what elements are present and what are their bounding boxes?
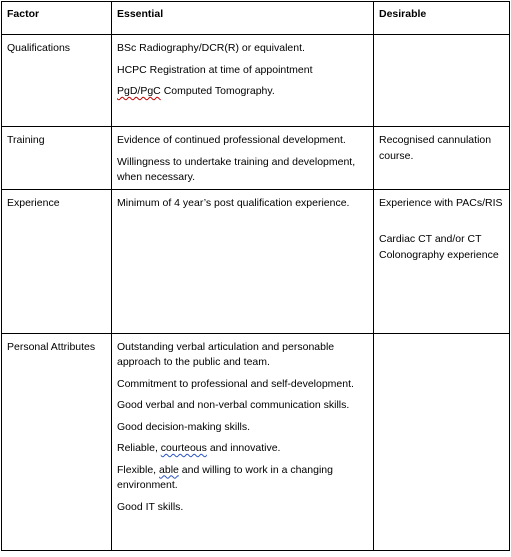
essential-cell	[112, 127, 374, 190]
factor-label: Training	[7, 134, 45, 146]
spellcheck-mark: able	[159, 463, 179, 476]
table-row-training	[2, 127, 510, 190]
factor-cell	[2, 189, 112, 333]
factor-cell	[2, 333, 112, 550]
essential-item: Good IT skills.	[117, 500, 184, 513]
essential-item: Flexible, able and willing to work in a changing environment.	[117, 463, 333, 491]
essential-item: Minimum of 4 year’s post qualification experience.	[117, 196, 350, 209]
spellcheck-mark: PgD/PgC	[117, 85, 161, 97]
table-row-personal-attributes	[2, 333, 510, 550]
essential-item: Commitment to professional and self-development.	[117, 377, 354, 390]
table-row-qualifications	[2, 35, 510, 127]
essential-item: PgD/PgC Computed Tomography.	[117, 85, 275, 97]
spellcheck-mark: courteous	[160, 442, 207, 454]
desirable-cell	[374, 127, 510, 190]
essential-item: Good decision-making skills.	[117, 420, 251, 433]
factor-cell	[2, 127, 112, 190]
desirable-cell	[374, 189, 510, 333]
table-row-experience	[2, 189, 510, 333]
factor-cell	[2, 35, 112, 127]
essential-item: Outstanding verbal articulation and personable approach to the public and team.	[117, 340, 335, 368]
factor-label: Qualifications	[7, 42, 71, 54]
desirable-item: Experience with PACs/RIS	[379, 196, 503, 209]
header-factor: Factor	[2, 2, 112, 35]
spacer	[379, 211, 504, 229]
essential-cell	[112, 35, 374, 127]
essential-cell	[112, 333, 374, 550]
desirable-item: Cardiac CT and/or CT Colonography experience	[379, 233, 499, 261]
essential-item: Good verbal and non-verbal communication skills.	[117, 399, 350, 411]
essential-item: BSc Radiography/DCR(R) or equivalent.	[117, 42, 305, 54]
header-row	[2, 2, 510, 35]
essential-cell	[112, 189, 374, 333]
essential-item: Willingness to undertake training and development, when necessary.	[117, 155, 356, 183]
person-specification-table	[1, 1, 510, 551]
desirable-cell	[374, 35, 510, 127]
desirable-item: Recognised cannulation course.	[379, 134, 492, 162]
factor-label: Personal Attributes	[7, 340, 96, 353]
header-desirable: Desirable	[374, 2, 510, 35]
essential-item: Reliable, courteous and innovative.	[117, 442, 281, 454]
desirable-cell	[374, 333, 510, 550]
essential-item: Evidence of continued professional development.	[117, 134, 346, 146]
header-essential: Essential	[112, 2, 374, 35]
essential-item: HCPC Registration at time of appointment	[117, 63, 313, 76]
factor-label: Experience	[7, 196, 60, 209]
